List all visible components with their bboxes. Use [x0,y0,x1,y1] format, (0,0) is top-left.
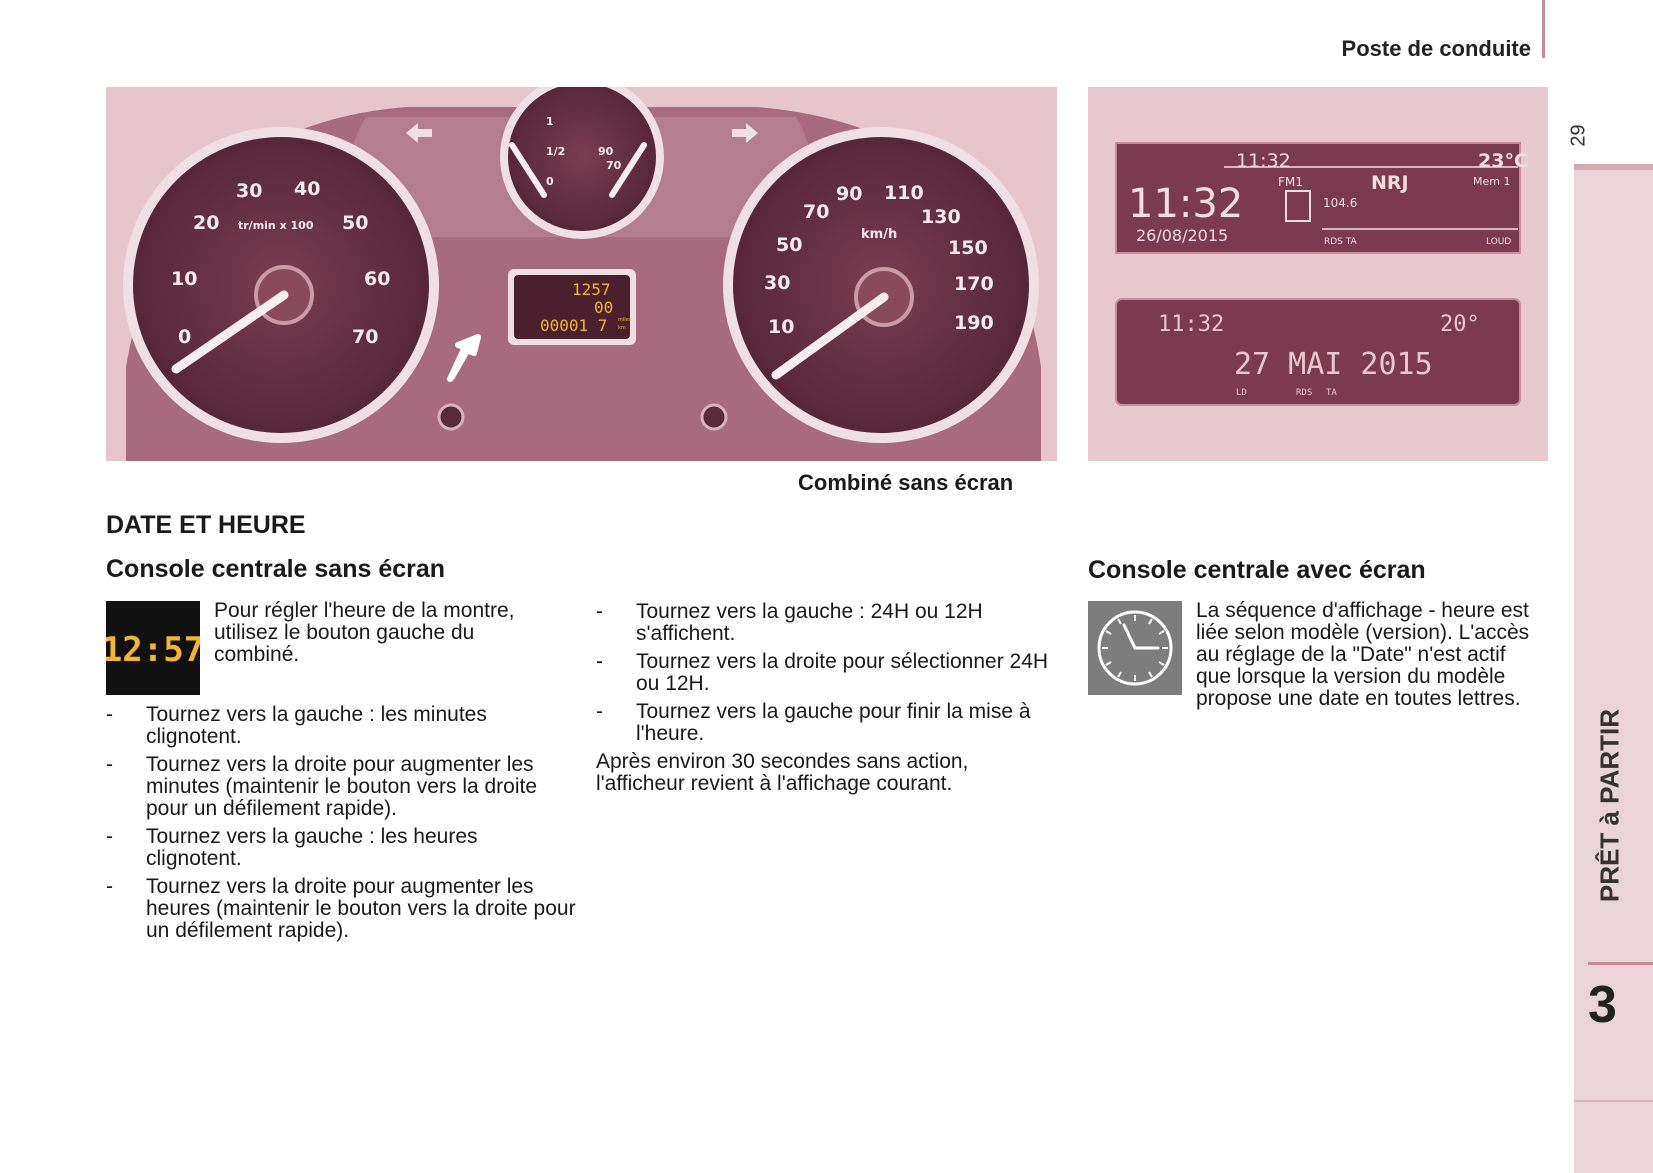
list-item [106,826,576,870]
digital-clock-svg [106,601,200,695]
tacho-label: 70 [352,326,379,348]
speedo-unit: km/h [861,227,898,242]
lcd-time: 1257 [572,280,611,299]
clock-date: 27 MAI 2015 [1234,347,1433,382]
radio-top-time: 11:32 [1236,150,1291,172]
page-header-title: Poste de conduite [1341,36,1531,61]
tacho-label: 0 [178,326,192,348]
clock-flag: TA [1326,388,1337,398]
digital-clock-icon [106,601,200,695]
tacho-label: 60 [364,268,391,290]
speedo-label: 170 [954,273,994,295]
list-item-text: Tournez vers la droite pour sélectionner 24H ou 12H. [636,650,1049,695]
dash-marker: - [106,875,113,898]
fuel-label: 0 [546,175,554,188]
left-control-knob [439,405,463,429]
tacho-label: 30 [236,180,263,202]
speedo-label: 110 [884,182,924,204]
dash-marker: - [106,825,113,848]
list-item-text: Tournez vers la gauche : les heures clignotent. [146,825,478,870]
steps-list-left [106,704,576,948]
temp-label: 90 [598,145,614,158]
fuel-label: 1 [546,115,554,128]
tacho-label: 10 [171,268,198,290]
right-control-knob [702,405,726,429]
lcd-unit-miles: miles [618,317,632,323]
dash-marker: - [596,700,603,723]
lcd-odometer: 00001 7 [540,316,608,335]
digital-clock-text: 12:57 [106,630,200,670]
speedo-label: 150 [948,237,988,259]
list-item-text: Tournez vers la gauche : 24H ou 12H s'affichent. [636,600,983,645]
radio-top-temp: 23°C [1478,150,1528,172]
tacho-unit: tr/min x 100 [238,219,314,232]
tacho-label: 20 [193,212,220,234]
lcd-mid: 00 [594,298,614,317]
tab-divider [1588,962,1653,965]
list-item [106,754,576,820]
dash-marker: - [106,753,113,776]
speedo-label: 190 [954,312,994,334]
radio-station: NRJ [1371,172,1409,194]
clock-hour-hand [1124,625,1135,648]
list-item-text: Tournez vers la droite pour augmenter les heures (maintenir le bouton vers la droite pour un défilement rapide). [146,875,576,942]
list-item [596,651,1066,695]
list-item [596,601,1066,645]
lcd-unit-km: km [618,325,626,331]
radio-mem: Mem 1 [1473,175,1511,188]
fuel-label: 1/2 [546,145,566,158]
cluster-svg [106,87,1057,461]
chapter-number: 3 [1588,976,1617,1034]
temp-label: 70 [606,159,622,172]
section-title: DATE ET HEURE [106,511,306,539]
speedo-label: 70 [803,201,830,223]
radio-date: 26/08/2015 [1136,226,1229,245]
intro-with-screen: La séquence d'affichage - heure est liée selon modèle (version). L'accès au réglage de la "Date" n'est actif que lorsque la version du modèle propose une date en toutes lettres. [1196,599,1530,710]
analog-clock-icon [1088,601,1182,695]
clock-flag: RDS [1296,388,1313,398]
page-number: 29 [1567,124,1590,147]
timeout-paragraph: Après environ 30 secondes sans action, l'afficheur revient à l'affichage courant. [596,750,969,795]
tab-divider-lower [1574,1100,1653,1102]
intro-without-screen: Pour régler l'heure de la montre, utilisez le bouton gauche du combiné. [214,599,515,666]
radio-loud: LOUD [1486,237,1512,247]
clock-time: 11:32 [1158,312,1225,337]
radio-display-illustration [1088,87,1548,461]
subtitle-with-screen: Console centrale avec écran [1088,556,1426,584]
steps-list-middle [596,601,1066,751]
speedo-label: 30 [764,272,791,294]
radio-svg [1088,87,1548,461]
tacho-label: 50 [342,212,369,234]
radio-big-time: 11:32 [1128,181,1244,227]
chapter-label: PRÊT à PARTIR [1594,708,1625,903]
radio-rds: RDS TA [1324,237,1357,247]
header-rule [1542,0,1545,58]
dash-marker: - [596,650,603,673]
figure-caption: Combiné sans écran [798,470,1014,495]
speedo-label: 90 [836,183,863,205]
radio-frequency: 104.6 [1323,196,1358,210]
list-item-text: Tournez vers la gauche : les minutes clignotent. [146,703,487,748]
clock-flag: LD [1236,388,1247,398]
speedo-label: 130 [921,206,961,228]
radio-band: FM1 [1278,175,1303,189]
analog-clock-svg [1088,601,1182,695]
list-item [596,701,1066,745]
list-item-text: Tournez vers la droite pour augmenter les minutes (maintenir le bouton vers la droite pour un défilement rapide). [146,753,538,820]
speedo-label: 10 [768,316,795,338]
dash-marker: - [596,600,603,623]
speedo-label: 50 [776,234,803,256]
clock-temp: 20° [1440,312,1480,337]
subtitle-without-screen: Console centrale sans écran [106,555,446,583]
list-item-text: Tournez vers la gauche pour finir la mise à l'heure. [636,700,1031,745]
list-item [106,704,576,748]
list-item [106,876,576,942]
tab-top-band [1574,164,1653,170]
dash-marker: - [106,703,113,726]
tacho-label: 40 [294,178,321,200]
instrument-cluster-illustration [106,87,1057,461]
